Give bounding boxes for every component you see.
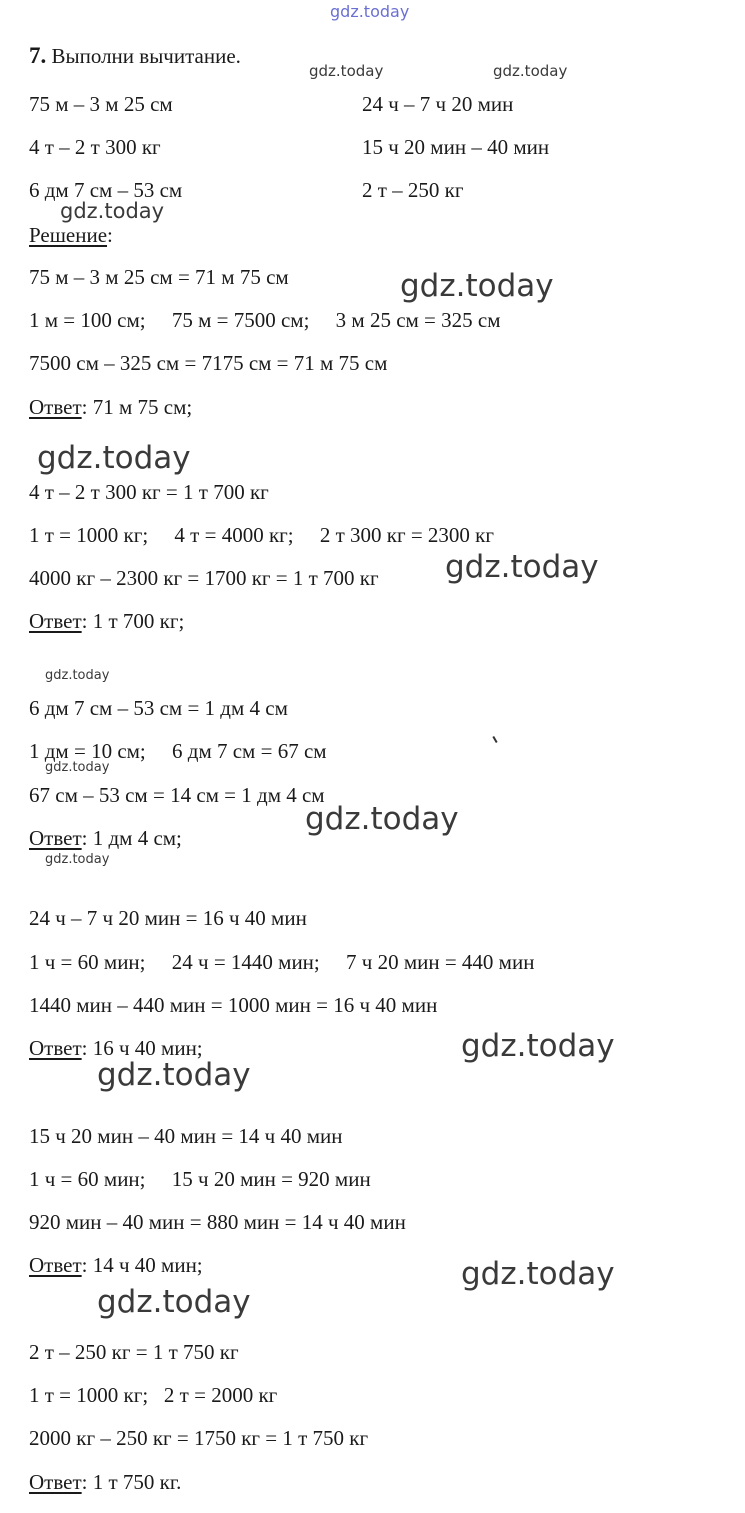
watermark: gdz.today [445, 549, 599, 585]
solution-1-expression: 75 м – 3 м 25 см = 71 м 75 см [29, 265, 289, 289]
solution-1-answer: Ответ: 71 м 75 см; [29, 395, 193, 419]
stray-mark [492, 736, 497, 743]
solution-1-calculation: 7500 см – 325 см = 7175 см = 71 м 75 см [29, 351, 388, 375]
watermark: gdz.today [97, 1284, 251, 1320]
problem-1: 75 м – 3 м 25 см [29, 92, 173, 116]
watermark: gdz.today [45, 852, 110, 867]
solution-3-expression: 6 дм 7 см – 53 см = 1 дм 4 см [29, 696, 288, 720]
solution-6-calculation: 2000 кг – 250 кг = 1750 кг = 1 т 750 кг [29, 1426, 369, 1450]
watermark: gdz.today [305, 801, 459, 837]
solution-5-expression: 15 ч 20 мин – 40 мин = 14 ч 40 мин [29, 1124, 343, 1148]
solution-5-answer: Ответ: 14 ч 40 мин; [29, 1253, 203, 1277]
watermark: gdz.today [400, 268, 554, 304]
watermark: gdz.today [45, 668, 110, 683]
problem-3: 6 дм 7 см – 53 см [29, 178, 183, 202]
solution-3-conversion: 1 дм = 10 см; 6 дм 7 см = 67 см [29, 739, 327, 763]
watermark: gdz.today [309, 62, 384, 80]
solution-2-calculation: 4000 кг – 2300 кг = 1700 кг = 1 т 700 кг [29, 566, 379, 590]
watermark: gdz.today [37, 440, 191, 476]
solution-4-expression: 24 ч – 7 ч 20 мин = 16 ч 40 мин [29, 906, 307, 930]
solution-5-calculation: 920 мин – 40 мин = 880 мин = 14 ч 40 мин [29, 1210, 406, 1234]
watermark: gdz.today [461, 1256, 615, 1292]
solution-6-answer: Ответ: 1 т 750 кг. [29, 1470, 182, 1494]
task-heading [29, 44, 241, 68]
solution-2-conversion: 1 т = 1000 кг; 4 т = 4000 кг; 2 т 300 кг = 2300 кг [29, 523, 494, 547]
watermark: gdz.today [97, 1057, 251, 1093]
site-watermark-header: gdz.today [330, 2, 410, 21]
solution-4-answer: Ответ: 16 ч 40 мин; [29, 1036, 203, 1060]
watermark: gdz.today [461, 1028, 615, 1064]
solution-label: Решение: [29, 223, 113, 247]
task-number: 7. [29, 43, 47, 68]
solution-1-conversion: 1 м = 100 см; 75 м = 7500 см; 3 м 25 см = 325 см [29, 308, 501, 332]
problem-4: 24 ч – 7 ч 20 мин [362, 92, 514, 116]
problem-2: 4 т – 2 т 300 кг [29, 135, 161, 159]
solution-5-conversion: 1 ч = 60 мин; 15 ч 20 мин = 920 мин [29, 1167, 371, 1191]
solution-2-answer: Ответ: 1 т 700 кг; [29, 609, 185, 633]
solution-2-expression: 4 т – 2 т 300 кг = 1 т 700 кг [29, 480, 269, 504]
problem-6: 2 т – 250 кг [362, 178, 464, 202]
task-title: Выполни вычитание. [51, 44, 241, 68]
solution-3-calculation: 67 см – 53 см = 14 см = 1 дм 4 см [29, 783, 325, 807]
solution-6-conversion: 1 т = 1000 кг; 2 т = 2000 кг [29, 1383, 278, 1407]
watermark: gdz.today [493, 62, 568, 80]
solution-4-conversion: 1 ч = 60 мин; 24 ч = 1440 мин; 7 ч 20 мин = 440 мин [29, 950, 535, 974]
problem-5: 15 ч 20 мин – 40 мин [362, 135, 550, 159]
watermark: gdz.today [60, 199, 165, 223]
solution-4-calculation: 1440 мин – 440 мин = 1000 мин = 16 ч 40 мин [29, 993, 438, 1017]
solution-6-expression: 2 т – 250 кг = 1 т 750 кг [29, 1340, 239, 1364]
watermark: gdz.today [45, 760, 110, 775]
solution-3-answer: Ответ: 1 дм 4 см; [29, 826, 182, 850]
